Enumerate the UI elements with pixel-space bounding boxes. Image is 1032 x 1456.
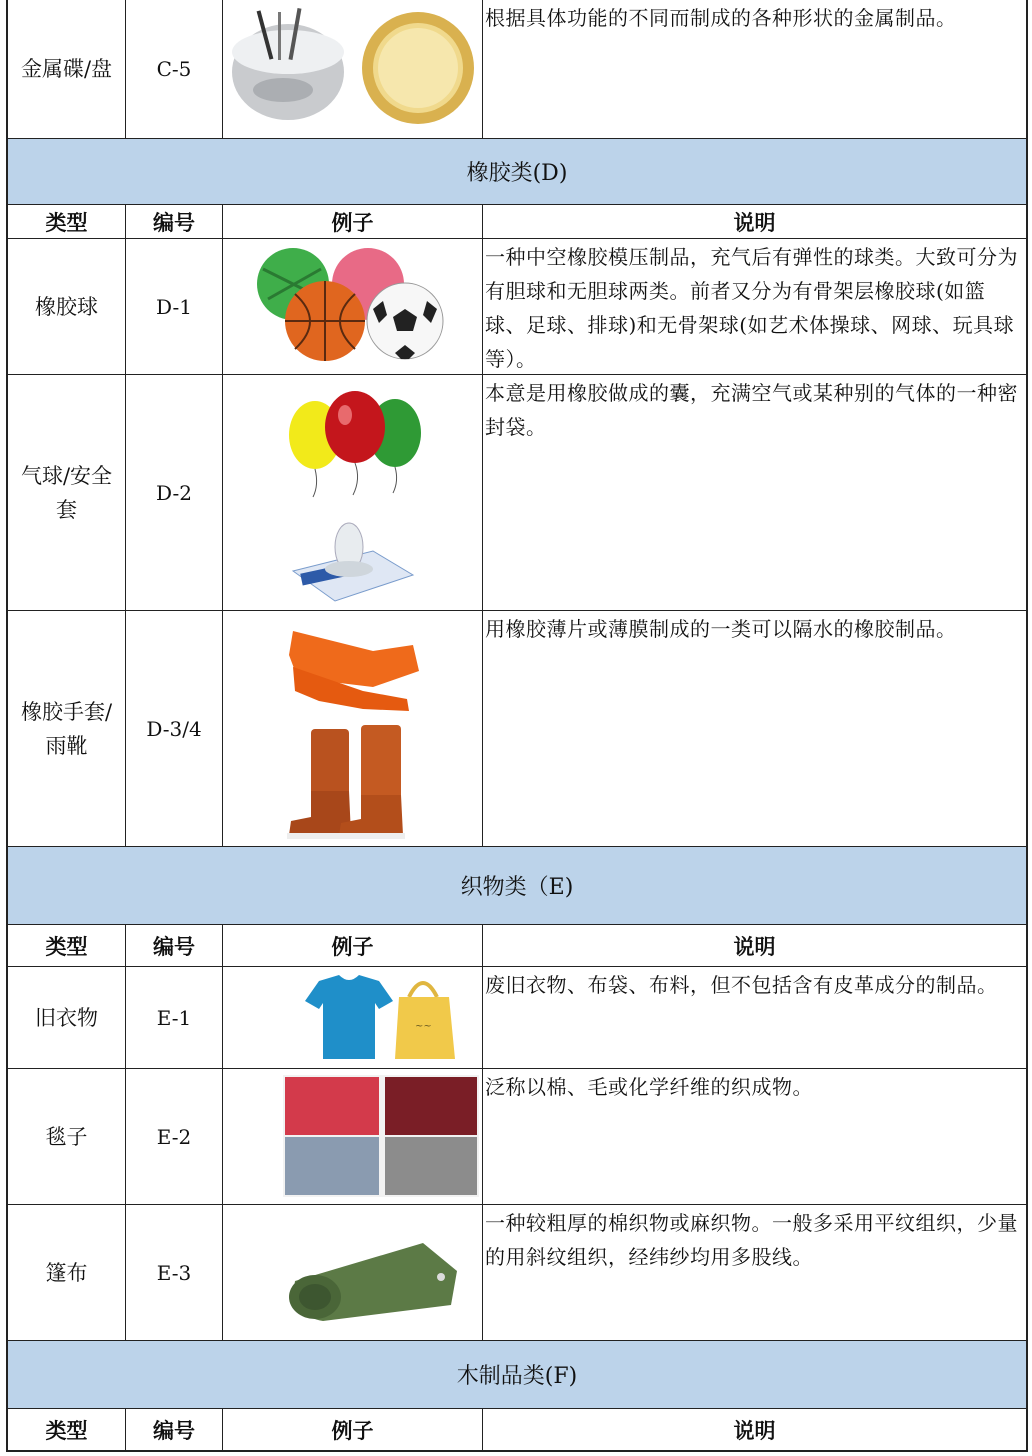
gloves-boots-image — [223, 611, 481, 845]
code-cell: D-2 — [125, 375, 222, 610]
desc-cell: 本意是用橡胶做成的囊，充满空气或某种别的气体的一种密封袋。 — [482, 375, 1026, 610]
desc-cell: 泛称以棉、毛或化学纤维的织成物。 — [482, 1069, 1026, 1204]
header-desc: 说明 — [482, 205, 1026, 238]
header-type: 类型 — [45, 933, 88, 959]
section-header: 木制品类(F) — [8, 1340, 1026, 1408]
header-type: 类型 — [45, 1417, 88, 1443]
tarpaulin-image — [223, 1205, 481, 1339]
example-image — [222, 375, 482, 610]
code-cell: E-1 — [125, 967, 222, 1068]
table-row — [8, 238, 1026, 374]
metal-bowl-plate-image — [223, 0, 481, 136]
type-cell: 橡胶球 — [35, 294, 98, 319]
desc-cell: 废旧衣物、布袋、布料，但不包括含有皮革成分的制品。 — [482, 967, 1026, 1068]
code-cell: D-1 — [125, 239, 222, 374]
type-cell: 毯子 — [45, 1124, 88, 1149]
header-code: 编号 — [125, 1409, 222, 1450]
section-header: 橡胶类(D) — [8, 138, 1026, 204]
table-row — [8, 0, 1026, 138]
header-type: 类型 — [45, 209, 88, 235]
example-image — [222, 1205, 482, 1340]
desc-cell: 根据具体功能的不同而制成的各种形状的金属制品。 — [482, 0, 1026, 138]
balloon-condom-image — [223, 375, 481, 609]
table-row — [8, 1068, 1026, 1204]
classification-table — [6, 0, 1028, 1452]
header-row — [8, 924, 1026, 966]
type-cell: 旧衣物 — [35, 1005, 98, 1030]
example-image — [222, 967, 482, 1068]
type-cell: 气球/安全套 — [20, 463, 113, 522]
code-cell: D-3/4 — [125, 611, 222, 846]
example-image — [222, 0, 482, 138]
header-desc: 说明 — [482, 925, 1026, 966]
rubber-balls-image — [223, 239, 481, 373]
header-row — [8, 204, 1026, 238]
desc-cell: 一种中空橡胶模压制品，充气后有弹性的球类。大致可分为有胆球和无胆球两类。前者又分为有骨架层橡胶球(如篮球、足球、排球)和无骨架球(如艺术体操球、网球、玩具球等）。 — [482, 239, 1026, 374]
desc-cell: 一种较粗厚的棉织物或麻织物。一般多采用平纹组织，少量的用斜纹组织，经纬纱均用多股线。 — [482, 1205, 1026, 1340]
type-cell: 橡胶手套/雨靴 — [20, 699, 113, 758]
tshirt-bag-image — [223, 967, 481, 1067]
section-header: 织物类（E) — [8, 846, 1026, 924]
example-image — [222, 611, 482, 846]
table-row — [8, 374, 1026, 610]
type-cell: 篷布 — [45, 1260, 88, 1285]
example-image — [222, 239, 482, 374]
table-row — [8, 1204, 1026, 1340]
header-row — [8, 1408, 1026, 1450]
table-row — [8, 610, 1026, 846]
header-code: 编号 — [125, 205, 222, 238]
code-cell: E-3 — [125, 1205, 222, 1340]
code-cell: E-2 — [125, 1069, 222, 1204]
carpet-samples-image — [223, 1069, 481, 1203]
header-code: 编号 — [125, 925, 222, 966]
type-cell: 金属碟/盘 — [20, 57, 113, 81]
example-image — [222, 1069, 482, 1204]
header-example: 例子 — [222, 205, 482, 238]
svg-text:~~: ~~ — [415, 1021, 432, 1032]
code-cell: C-5 — [125, 0, 222, 138]
header-desc: 说明 — [482, 1409, 1026, 1450]
header-example: 例子 — [222, 1409, 482, 1450]
desc-cell: 用橡胶薄片或薄膜制成的一类可以隔水的橡胶制品。 — [482, 611, 1026, 846]
table-row — [8, 966, 1026, 1068]
header-example: 例子 — [222, 925, 482, 966]
